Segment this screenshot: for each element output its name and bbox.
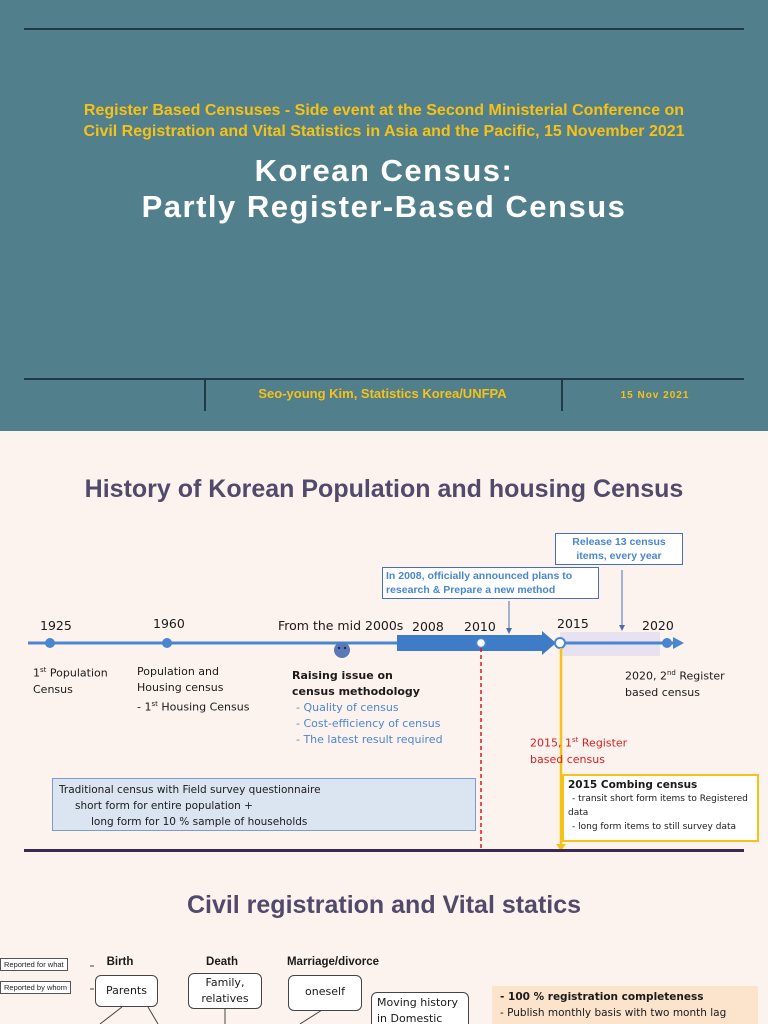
- top-rule: [24, 28, 744, 30]
- presentation-title-line1: Korean Census:: [254, 153, 514, 188]
- combing-line3: - long form items to still survey data: [572, 822, 737, 832]
- raising-item-latest: - The latest result required: [296, 733, 443, 746]
- callout-2008-plan: [382, 567, 599, 599]
- event-1925-ordinal: 1: [33, 666, 40, 680]
- event-1960-line2: Housing census: [137, 681, 224, 694]
- column-birth: Birth: [106, 956, 134, 968]
- mid-2000s-face-icon: [334, 642, 350, 658]
- raising-heading1: Raising issue on: [292, 669, 393, 682]
- timeline-end-arrow: [673, 637, 684, 649]
- presentation-title-line2: Partly Register-Based Census: [141, 189, 627, 224]
- callout-release-items: [555, 533, 683, 565]
- event-1925-line2: Census: [33, 682, 73, 696]
- box-family-line1: Family,: [205, 976, 245, 989]
- year-1925: 1925: [40, 618, 72, 633]
- box-oneself: [288, 975, 362, 1011]
- stats-monthly: - Publish monthly basis with two month lag: [500, 1007, 727, 1019]
- column-death: Death: [206, 956, 238, 968]
- footer-separator-right: [561, 380, 563, 411]
- event-2015-post: Register: [578, 736, 628, 750]
- traditional-line1: Traditional census with Field survey questionnaire: [59, 784, 321, 796]
- event-2020-line2: based census: [625, 685, 700, 699]
- year-1960: 1960: [153, 616, 185, 631]
- column-marriage-divorce: Marriage/divorce: [286, 956, 380, 968]
- event-1960-line3-post: Housing Census: [157, 700, 250, 714]
- civil-registration-slide: [0, 867, 768, 1024]
- event-1925-sup: st: [40, 666, 47, 674]
- event-1960-line3-sup: st: [151, 700, 158, 708]
- history-slide: [0, 431, 768, 867]
- event-2015-sup: st: [572, 736, 579, 744]
- event-2015-pre: 2015, 1: [530, 736, 572, 750]
- year-2010: 2010: [464, 619, 496, 634]
- event-2020-pre: 2020, 2: [625, 669, 667, 683]
- footer-rule: [24, 378, 744, 380]
- box-family-line2: relatives: [201, 992, 249, 1005]
- tag-reported-by-whom: Reported by whom: [0, 981, 71, 994]
- label-mid-2000s: From the mid 2000s: [278, 618, 404, 633]
- combing-line2: data: [568, 808, 589, 818]
- traditional-line2: short form for entire population +: [75, 800, 253, 812]
- event-1925-rest: Population: [46, 666, 108, 680]
- marker-2020: [662, 638, 672, 648]
- event-2015-register: [530, 732, 627, 768]
- combing-heading: 2015 Combing census: [568, 779, 698, 791]
- marker-2010: [477, 639, 486, 648]
- tag-reported-for-what: Reported for what: [0, 958, 68, 971]
- raising-heading2: census methodology: [292, 685, 420, 698]
- callout-2008-line1: In 2008, officially announced plans to: [386, 570, 573, 582]
- combing-census-box: [562, 774, 759, 842]
- raising-item-cost: - Cost-efficiency of census: [296, 717, 441, 730]
- history-title: History of Korean Population and housing Census: [84, 475, 684, 503]
- raising-issue-block: [292, 668, 443, 748]
- year-2015: 2015: [557, 616, 589, 631]
- event-1960: [137, 664, 249, 716]
- stats-completeness: - 100 % registration completeness: [500, 991, 704, 1003]
- box-moving-line2: in Domestic: [377, 1012, 443, 1024]
- year-2020: 2020: [642, 618, 674, 633]
- title-slide: [0, 0, 768, 431]
- callout-release-line2: items, every year: [576, 550, 662, 562]
- event-2020-sup: nd: [667, 669, 676, 677]
- event-subtitle-line1: Register Based Censuses - Side event at the Second Ministerial Conference on: [83, 102, 685, 119]
- event-1960-line1: Population and: [137, 665, 219, 678]
- event-1960-line3-pre: - 1: [137, 700, 152, 714]
- event-2020-post: Register: [675, 669, 725, 683]
- box-family-relatives: [188, 973, 262, 1009]
- box-parents: [95, 975, 158, 1007]
- presentation-date: 15 Nov 2021: [620, 390, 690, 401]
- combing-line1: - transit short form items to Registered: [572, 794, 748, 804]
- traditional-census-box: [52, 778, 476, 831]
- event-2020: [625, 665, 725, 701]
- year-2008: 2008: [412, 619, 444, 634]
- raising-item-quality: - Quality of census: [296, 701, 399, 714]
- box-parents-text: Parents: [106, 984, 147, 997]
- marker-2015: [555, 638, 565, 648]
- callout-2008-line2: research & Prepare a new method: [386, 584, 556, 596]
- marker-1925: [45, 638, 55, 648]
- event-2015-line2: based census: [530, 752, 605, 766]
- history-bottom-rule: [24, 849, 744, 852]
- callout-release-line1: Release 13 census: [572, 536, 666, 548]
- box-oneself-text: oneself: [305, 985, 345, 998]
- author-line: Seo-young Kim, Statistics Korea/UNFPA: [258, 386, 507, 401]
- box-moving-history: [371, 992, 469, 1024]
- marker-1960: [162, 638, 172, 648]
- presentation-title: [20, 153, 748, 225]
- event-subtitle-line2: Civil Registration and Vital Statistics in Asia and the Pacific, 15 November 2021: [83, 123, 685, 140]
- event-subtitle: [30, 100, 738, 142]
- vital-stats-box: [492, 986, 758, 1024]
- box-moving-line1: Moving history: [377, 996, 459, 1009]
- traditional-line3: long form for 10 % sample of households: [91, 816, 308, 828]
- event-1925: [33, 662, 108, 698]
- civil-registration-title: Civil registration and Vital statics: [186, 891, 582, 919]
